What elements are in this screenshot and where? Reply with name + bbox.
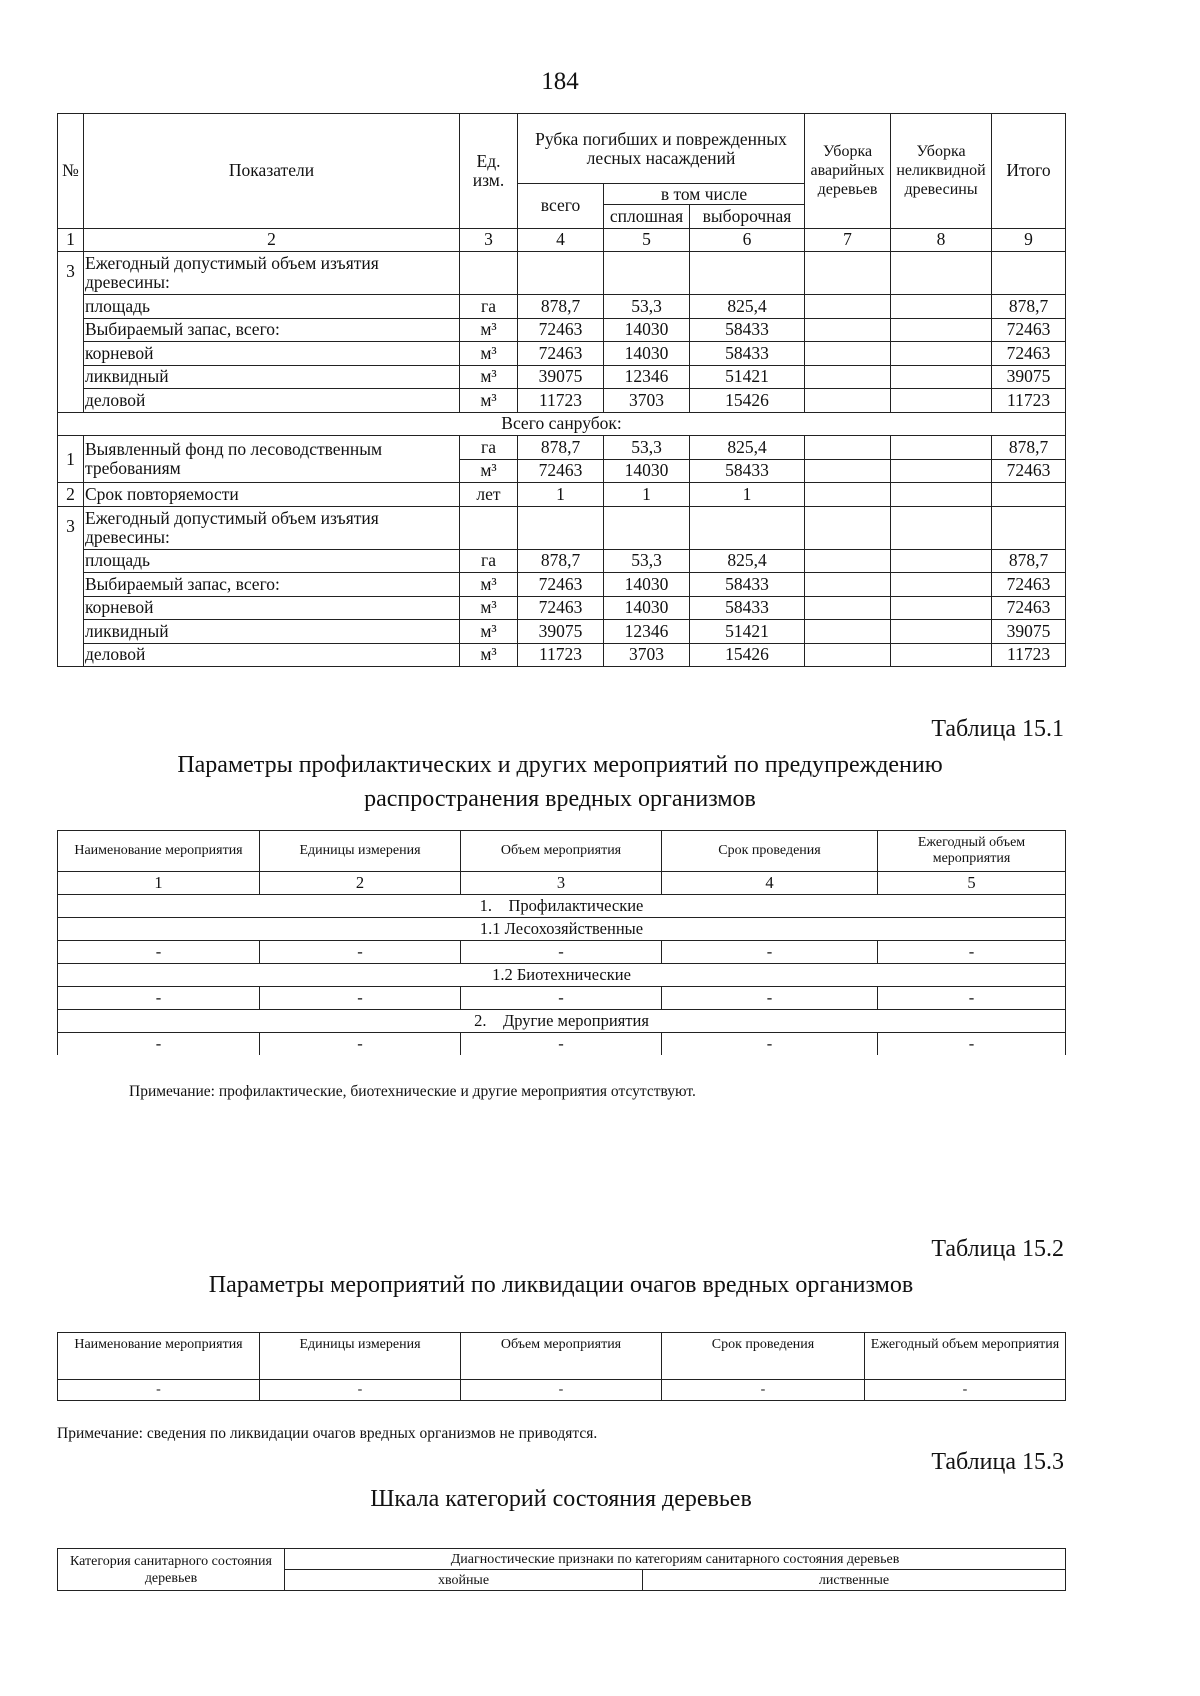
table-row — [58, 987, 1066, 1010]
dash-cell: - — [461, 1380, 662, 1401]
col-number: 3 — [461, 872, 662, 895]
table-row — [58, 596, 1066, 620]
cell-value: 3703 — [604, 389, 690, 413]
row-label: корневой — [84, 342, 460, 366]
table-row — [58, 1033, 1066, 1056]
header-unit: Ед. изм. — [460, 114, 518, 229]
row-label: площадь — [84, 549, 460, 573]
cell-value: 72463 — [518, 459, 604, 483]
header-num: № — [58, 114, 84, 229]
col-number: 2 — [260, 872, 461, 895]
row-num: 3 — [58, 252, 84, 413]
header-row — [58, 1549, 1066, 1570]
header-cell: Объем мероприятия — [461, 1333, 662, 1380]
subsection-row — [58, 964, 1066, 987]
dash-cell: - — [461, 1033, 662, 1056]
dash-cell: - — [878, 1033, 1066, 1056]
cell-value: 58433 — [690, 342, 805, 366]
col-number: 3 — [460, 228, 518, 252]
col-number: 4 — [662, 872, 878, 895]
row-unit: м³ — [460, 643, 518, 667]
table-row — [58, 365, 1066, 389]
header-cell: Единицы измерения — [260, 1333, 461, 1380]
col-number: 1 — [58, 228, 84, 252]
cell-value: 72463 — [518, 318, 604, 342]
row-label: деловой — [84, 389, 460, 413]
row-unit: м³ — [460, 389, 518, 413]
dash-cell: - — [662, 941, 878, 964]
section-heading: 2. Другие мероприятия — [58, 1010, 1066, 1033]
column-number-row — [58, 228, 1066, 252]
cell-value: 53,3 — [604, 436, 690, 460]
cell-value: 39075 — [518, 620, 604, 644]
row-unit: га — [460, 549, 518, 573]
table-row — [58, 252, 1066, 295]
cell-value: 878,7 — [518, 295, 604, 319]
header-row — [58, 1333, 1066, 1380]
cell-value: 39075 — [518, 365, 604, 389]
dash-cell: - — [662, 987, 878, 1010]
cell-value: 11723 — [518, 389, 604, 413]
table-row — [58, 941, 1066, 964]
row-num: 3 — [58, 506, 84, 667]
cell-value: 53,3 — [604, 549, 690, 573]
dash-cell: - — [461, 987, 662, 1010]
table-row — [58, 483, 1066, 507]
dash-cell: - — [58, 987, 260, 1010]
cell-value: 72463 — [992, 459, 1066, 483]
section-row — [58, 1010, 1066, 1033]
cell-value: 72463 — [992, 596, 1066, 620]
column-number-row — [58, 872, 1066, 895]
cell-value: 11723 — [992, 643, 1066, 667]
dash-cell: - — [461, 941, 662, 964]
table-row — [58, 573, 1066, 597]
col-number: 1 — [58, 872, 260, 895]
table-15-2-title: Параметры мероприятий по ликвидации очагов вредных организмов — [208, 1272, 914, 1298]
cell-value: 72463 — [992, 573, 1066, 597]
header-emergency: Уборка аварийных деревьев — [805, 114, 891, 229]
col-number: 8 — [891, 228, 992, 252]
row-unit: га — [460, 436, 518, 460]
table-row — [58, 436, 1066, 460]
col-number: 5 — [878, 872, 1066, 895]
cell-value: 878,7 — [992, 436, 1066, 460]
row-label: корневой — [84, 596, 460, 620]
header-cell: Объем мероприятия — [461, 831, 662, 872]
section-heading: 1. Профилактические — [58, 895, 1066, 918]
table-row — [58, 620, 1066, 644]
dash-cell: - — [260, 987, 461, 1010]
table-15-1-title: Параметры профилактических и других мероприятий по предупреждению распространения вредных организмов — [177, 752, 943, 812]
section-row — [58, 895, 1066, 918]
header-total: всего — [518, 184, 604, 229]
table-15-3-label: Таблица 15.3 — [931, 1449, 1064, 1475]
cell-value: 51421 — [690, 620, 805, 644]
table-15-2 — [57, 1332, 1066, 1401]
row-label: ликвидный — [84, 620, 460, 644]
row-unit: га — [460, 295, 518, 319]
col-number: 6 — [690, 228, 805, 252]
row-label: Выявленный фонд по лесоводственным требованиям — [84, 436, 460, 483]
row-label: Ежегодный допустимый объем изъятия древесины: — [84, 252, 460, 295]
table-row — [58, 643, 1066, 667]
table-row — [58, 318, 1066, 342]
cell-value: 58433 — [690, 596, 805, 620]
header-row — [58, 831, 1066, 872]
dash-cell: - — [260, 1033, 461, 1056]
table-15-1-label: Таблица 15.1 — [931, 716, 1064, 742]
col-number: 5 — [604, 228, 690, 252]
table-row — [58, 1380, 1066, 1401]
header-category: Категория санитарного состояния деревьев — [58, 1549, 285, 1591]
table-15-2-label: Таблица 15.2 — [931, 1236, 1064, 1262]
cell-value: 14030 — [604, 573, 690, 597]
cell-value: 72463 — [518, 573, 604, 597]
cell-value: 825,4 — [690, 295, 805, 319]
cell-value: 53,3 — [604, 295, 690, 319]
cell-value: 51421 — [690, 365, 805, 389]
table-row — [58, 295, 1066, 319]
cell-value: 1 — [604, 483, 690, 507]
header-selective: выборочная — [690, 205, 805, 229]
dash-cell: - — [260, 941, 461, 964]
cell-value: 1 — [518, 483, 604, 507]
row-unit: м³ — [460, 459, 518, 483]
cell-value: 72463 — [992, 318, 1066, 342]
table-row — [58, 412, 1066, 436]
page-number: 184 — [541, 68, 579, 95]
cell-value: 72463 — [518, 596, 604, 620]
subsection-heading: 1.1 Лесохозяйственные — [58, 918, 1066, 941]
row-unit: м³ — [460, 573, 518, 597]
cell-value: 14030 — [604, 596, 690, 620]
cell-value: 15426 — [690, 643, 805, 667]
dash-cell: - — [58, 1033, 260, 1056]
cell-value: 12346 — [604, 620, 690, 644]
dash-cell: - — [865, 1380, 1066, 1401]
cell-value: 14030 — [604, 459, 690, 483]
row-unit: м³ — [460, 620, 518, 644]
cell-value: 14030 — [604, 342, 690, 366]
row-label: Выбираемый запас, всего: — [84, 318, 460, 342]
row-label: Ежегодный допустимый объем изъятия древесины: — [84, 506, 460, 549]
col-number: 2 — [84, 228, 460, 252]
col-number: 7 — [805, 228, 891, 252]
header-cell: Срок проведения — [662, 1333, 865, 1380]
cell-value: 58433 — [690, 459, 805, 483]
cell-value: 1 — [690, 483, 805, 507]
cell-value: 878,7 — [992, 549, 1066, 573]
table-15-2-note: Примечание: сведения по ликвидации очагов вредных организмов не приводятся. — [57, 1425, 598, 1442]
table-15-1 — [57, 830, 1066, 1055]
subsection-heading: 1.2 Биотехнические — [58, 964, 1066, 987]
dash-cell: - — [58, 1380, 260, 1401]
row-unit: м³ — [460, 365, 518, 389]
cell-value: 58433 — [690, 573, 805, 597]
table-row — [58, 389, 1066, 413]
dash-cell: - — [58, 941, 260, 964]
dash-cell: - — [878, 941, 1066, 964]
dash-cell: - — [662, 1380, 865, 1401]
cell-value: 3703 — [604, 643, 690, 667]
row-label: Срок повторяемости — [84, 483, 460, 507]
cell-value: 58433 — [690, 318, 805, 342]
row-label: площадь — [84, 295, 460, 319]
row-label: деловой — [84, 643, 460, 667]
cell-value: 825,4 — [690, 549, 805, 573]
cell-value: 825,4 — [690, 436, 805, 460]
cell-value: 72463 — [518, 342, 604, 366]
row-unit: м³ — [460, 596, 518, 620]
header-cell: Наименование мероприятия — [58, 831, 260, 872]
header-illiquid: Уборка неликвидной древесины — [891, 114, 992, 229]
subsection-row — [58, 918, 1066, 941]
row-unit: м³ — [460, 318, 518, 342]
header-itogo: Итого — [992, 114, 1066, 229]
col-number: 9 — [992, 228, 1066, 252]
row-unit: м³ — [460, 342, 518, 366]
header-indicators: Показатели — [84, 114, 460, 229]
row-num: 2 — [58, 483, 84, 507]
table-row — [58, 506, 1066, 549]
cell-value: 39075 — [992, 365, 1066, 389]
cell-value: 878,7 — [518, 436, 604, 460]
header-cell: Наименование мероприятия — [58, 1333, 260, 1380]
cell-value: 878,7 — [518, 549, 604, 573]
header-group: Диагностические признаки по категориям санитарного состояния деревьев — [285, 1549, 1066, 1570]
table-15-3-title: Шкала категорий состояния деревьев — [370, 1486, 752, 1512]
row-label: ликвидный — [84, 365, 460, 389]
header-deciduous: лиственные — [643, 1570, 1066, 1591]
dash-cell: - — [662, 1033, 878, 1056]
header-solid: сплошная — [604, 205, 690, 229]
table-row — [58, 549, 1066, 573]
table-row — [58, 342, 1066, 366]
header-row-1 — [58, 114, 1066, 184]
header-cell: Ежегодный объем мероприятия — [865, 1333, 1066, 1380]
header-including: в том числе — [604, 184, 805, 205]
row-unit: лет — [460, 483, 518, 507]
table-15-3 — [57, 1548, 1066, 1591]
header-cell: Ежегодный объем мероприятия — [878, 831, 1066, 872]
dash-cell: - — [878, 987, 1066, 1010]
cell-value: 12346 — [604, 365, 690, 389]
cell-value: 11723 — [518, 643, 604, 667]
cell-value: 72463 — [992, 342, 1066, 366]
header-cut-group: Рубка погибших и поврежденных лесных насаждений — [518, 114, 805, 184]
table-15-1-note: Примечание: профилактические, биотехнические и другие мероприятия отсутствуют. — [129, 1083, 696, 1100]
col-number: 4 — [518, 228, 604, 252]
header-cell: Срок проведения — [662, 831, 878, 872]
header-conifer: хвойные — [285, 1570, 643, 1591]
cutting-table — [57, 113, 1066, 667]
cell-value: 14030 — [604, 318, 690, 342]
row-label: Выбираемый запас, всего: — [84, 573, 460, 597]
dash-cell: - — [260, 1380, 461, 1401]
total-heading: Всего санрубок: — [58, 412, 1066, 436]
cell-value: 15426 — [690, 389, 805, 413]
cell-value: 11723 — [992, 389, 1066, 413]
cell-value: 39075 — [992, 620, 1066, 644]
cell-value: 878,7 — [992, 295, 1066, 319]
row-num: 1 — [58, 436, 84, 483]
header-cell: Единицы измерения — [260, 831, 461, 872]
